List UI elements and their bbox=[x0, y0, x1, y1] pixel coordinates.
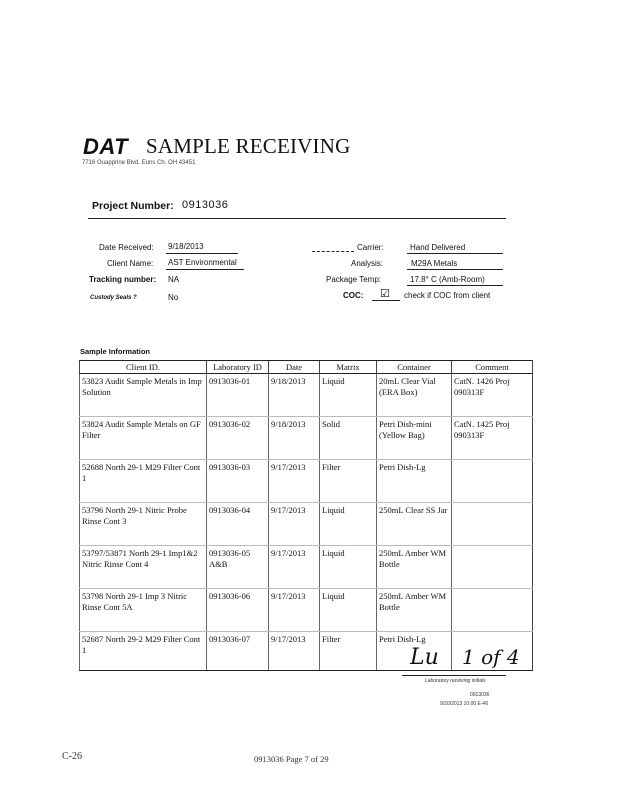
cell-lab-id: 0913036-03 bbox=[207, 460, 269, 503]
cell-container: 250mL Amber WM Bottle bbox=[377, 589, 452, 632]
cell-date: 9/18/2013 bbox=[269, 374, 320, 417]
column-header-container: Container bbox=[377, 361, 452, 374]
coc-label: COC: bbox=[343, 291, 364, 300]
cell-client-id: 52687 North 29-2 M29 Filter Cont 1 bbox=[80, 632, 207, 671]
cell-date: 9/18/2013 bbox=[269, 417, 320, 460]
cell-lab-id: 0913036-02 bbox=[207, 417, 269, 460]
analysis-line bbox=[407, 269, 503, 270]
initials-caption: Laboratory receiving initials bbox=[425, 678, 486, 684]
cell-comment bbox=[452, 546, 533, 589]
cell-lab-id: 0913036-06 bbox=[207, 589, 269, 632]
reference-date: 9/20/2013 10:00 E-46 bbox=[440, 701, 489, 707]
cell-client-id: 53823 Audit Sample Metals in Imp Solution bbox=[80, 374, 207, 417]
cell-container: Petri Dish-Lg bbox=[377, 460, 452, 503]
cell-container: 20mL Clear Vial (ERA Box) bbox=[377, 374, 452, 417]
cell-date: 9/17/2013 bbox=[269, 460, 320, 503]
cell-container: Petri Dish-mini (Yellow Bag) bbox=[377, 417, 452, 460]
cell-matrix: Liquid bbox=[320, 374, 377, 417]
handwritten-initials: Lu bbox=[410, 645, 439, 670]
cell-date: 9/17/2013 bbox=[269, 589, 320, 632]
client-name-label: Client Name: bbox=[107, 259, 154, 268]
footer-code: C-26 bbox=[62, 751, 82, 762]
sample-table-header bbox=[80, 361, 533, 374]
cell-comment bbox=[452, 589, 533, 632]
cell-client-id: 53797/53871 North 29-1 Imp1&2 Nitric Rinse Cont 4 bbox=[80, 546, 207, 589]
cell-date: 9/17/2013 bbox=[269, 632, 320, 671]
cell-matrix: Filter bbox=[320, 632, 377, 671]
carrier-label: Carrier: bbox=[357, 243, 384, 252]
initials-line bbox=[402, 675, 506, 676]
lab-address: 7716 Ouapprine Blvd. Euns Ch. OH 43451 bbox=[82, 160, 196, 166]
coc-note: check if COC from client bbox=[404, 291, 491, 300]
custody-seals-label: Custody Seals ? bbox=[90, 295, 137, 301]
carrier-line bbox=[407, 253, 503, 254]
cell-lab-id: 0913036-04 bbox=[207, 503, 269, 546]
table-row bbox=[80, 589, 533, 632]
date-received-value: 9/18/2013 bbox=[168, 242, 204, 251]
coc-checkbox[interactable]: ☑ bbox=[380, 288, 390, 300]
sample-information-label: Sample Information bbox=[80, 347, 151, 356]
cell-comment bbox=[452, 503, 533, 546]
custody-seals-value: No bbox=[168, 293, 179, 302]
document-title: SAMPLE RECEIVING bbox=[146, 134, 351, 158]
cell-date: 9/17/2013 bbox=[269, 503, 320, 546]
package-temp-label: Package Temp: bbox=[326, 275, 381, 284]
cell-matrix: Filter bbox=[320, 460, 377, 503]
date-received-label: Date Received: bbox=[99, 243, 154, 252]
analysis-label: Analysis: bbox=[351, 259, 384, 268]
sample-table bbox=[79, 360, 533, 671]
client-name-value: AST Environmental bbox=[168, 258, 237, 267]
carrier-lead-line bbox=[312, 251, 354, 252]
cell-comment bbox=[452, 460, 533, 503]
cell-client-id: 53824 Audit Sample Metals on GF Filter bbox=[80, 417, 207, 460]
package-temp-line bbox=[407, 285, 503, 286]
column-header-client-id: Client ID. bbox=[80, 361, 207, 374]
cell-client-id: 53798 North 29-1 Imp 3 Nitric Rinse Cont 5A bbox=[80, 589, 207, 632]
carrier-value: Hand Delivered bbox=[410, 243, 466, 252]
cell-date: 9/17/2013 bbox=[269, 546, 320, 589]
cell-container: 250mL Clear SS Jar bbox=[377, 503, 452, 546]
column-header-laboratory-id: Laboratory ID bbox=[207, 361, 269, 374]
cell-lab-id: 0913036-05 A&B bbox=[207, 546, 269, 589]
footer-page-number: 0913036 Page 7 of 29 bbox=[254, 754, 329, 764]
project-number-value: 0913036 bbox=[182, 199, 229, 211]
cell-matrix: Liquid bbox=[320, 546, 377, 589]
cell-client-id: 52688 North 29-1 M29 Filter Cont 1 bbox=[80, 460, 207, 503]
cell-comment: CatN. 1425 Proj 090313F bbox=[452, 417, 533, 460]
reference-code: 0913036 bbox=[470, 692, 490, 698]
cell-matrix: Liquid bbox=[320, 503, 377, 546]
column-header-date: Date bbox=[269, 361, 320, 374]
tracking-number-label: Tracking number: bbox=[89, 275, 157, 284]
analysis-value: M29A Metals bbox=[411, 259, 458, 268]
date-received-line bbox=[166, 253, 238, 254]
cell-matrix: Solid bbox=[320, 417, 377, 460]
handwritten-page-count: 1 of 4 bbox=[462, 645, 520, 669]
table-row bbox=[80, 503, 533, 546]
tracking-number-value: NA bbox=[168, 275, 180, 284]
table-row bbox=[80, 417, 533, 460]
table-row bbox=[80, 460, 533, 503]
cell-container: 250mL Amber WM Bottle bbox=[377, 546, 452, 589]
package-temp-value: 17.8° C (Amb-Room) bbox=[410, 275, 485, 284]
cell-container: Petri Dish-Lg bbox=[377, 632, 452, 671]
column-header-comment: Comment bbox=[452, 361, 533, 374]
cell-comment: CatN. 1426 Proj 090313F bbox=[452, 374, 533, 417]
project-number-underline bbox=[88, 218, 506, 219]
table-row bbox=[80, 546, 533, 589]
table-row bbox=[80, 374, 533, 417]
column-header-matrix: Matrix bbox=[320, 361, 377, 374]
project-number-label: Project Number: bbox=[92, 200, 174, 212]
cell-client-id: 53796 North 29-1 Nitric Probe Rinse Cont 3 bbox=[80, 503, 207, 546]
coc-line bbox=[372, 300, 400, 301]
cell-lab-id: 0913036-01 bbox=[207, 374, 269, 417]
client-name-line bbox=[166, 269, 244, 270]
cell-lab-id: 0913036-07 bbox=[207, 632, 269, 671]
cell-matrix: Liquid bbox=[320, 589, 377, 632]
dat-logo: DAT bbox=[83, 134, 129, 159]
